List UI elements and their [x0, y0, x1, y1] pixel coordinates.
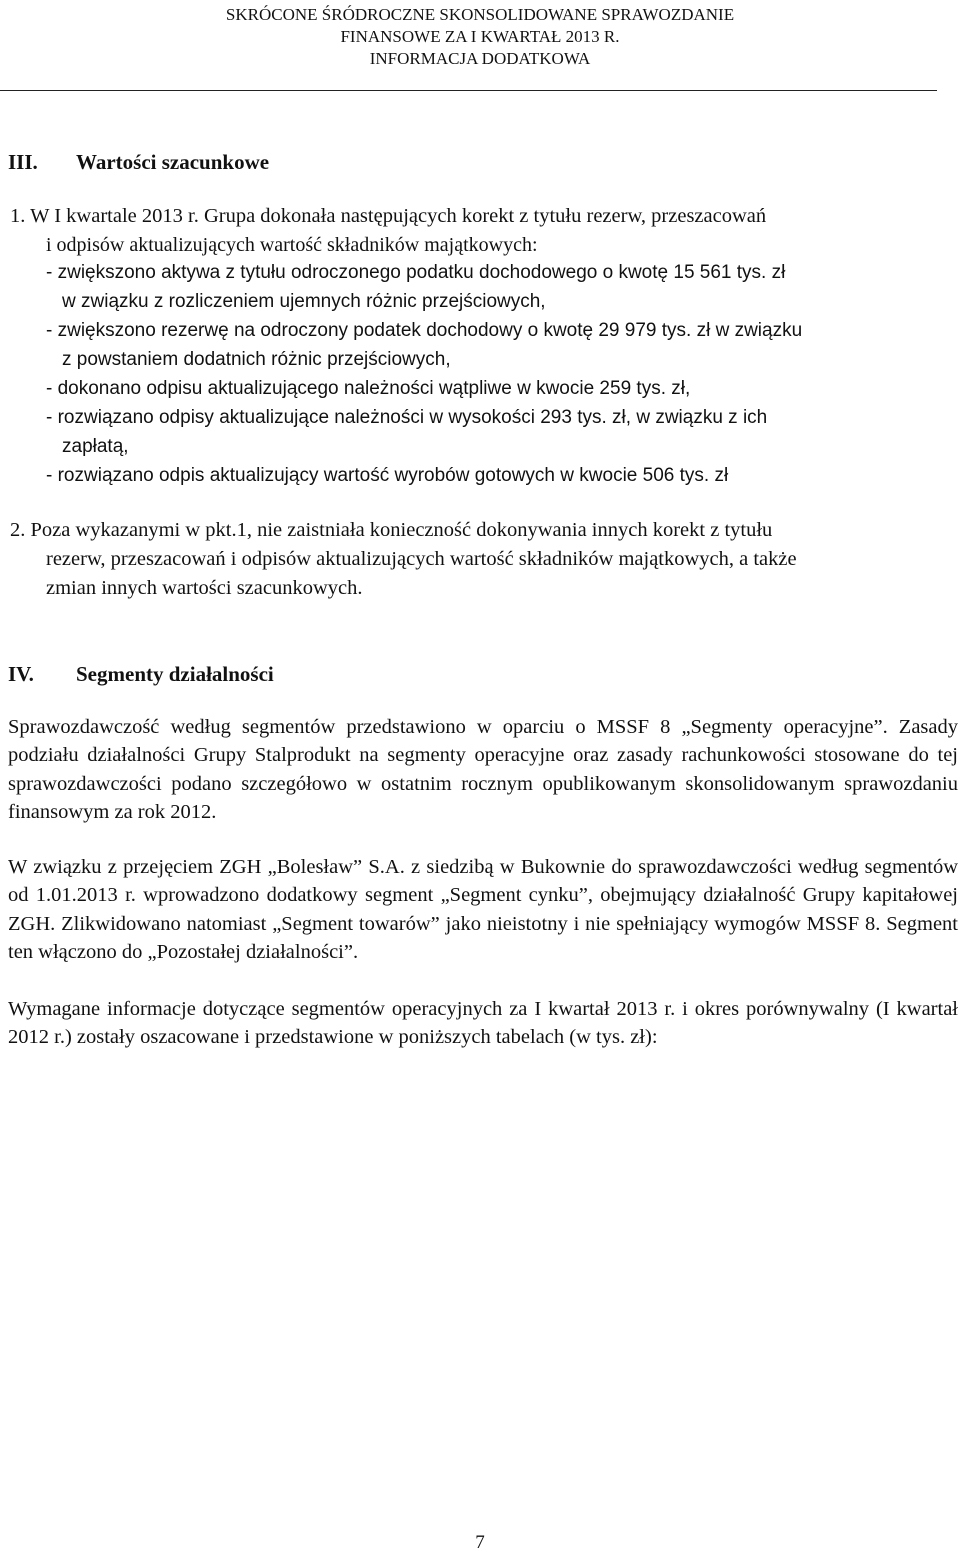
item-1-intro-rest: Grupa dokonała następujących korekt z tytułu rezerw, przeszacowań [198, 205, 767, 227]
header-line-1: SKRÓCONE ŚRÓDROCZNE SKONSOLIDOWANE SPRAWOZDANIE [225, 5, 735, 24]
bullet-1-line-1: - zwiększono aktywa z tytułu odroczonego podatku dochodowego o kwotę 15 561 tys. zł [46, 262, 786, 283]
document-header [120, 4, 840, 70]
bullet-4-line-2: zapłatą, [62, 436, 129, 457]
item-2-line-3: zmian innych wartości szacunkowych. [46, 577, 363, 599]
item-1-intro-line-2: i odpisów aktualizujących wartość składników majątkowych: [46, 234, 538, 256]
section-3-title: Wartości szacunkowe [76, 150, 270, 174]
bullet-2-line-1: - zwiększono rezerwę na odroczony podatek dochodowy o kwotę 29 979 tys. zł w związku [46, 320, 803, 341]
bullet-1-line-2: w związku z rozliczeniem ujemnych różnic przejściowych, [62, 291, 546, 312]
section-3-number: III. [8, 150, 38, 174]
header-line-3: INFORMACJA DODATKOWA [369, 49, 591, 68]
header-divider [0, 90, 937, 91]
page-number: 7 [475, 1532, 485, 1553]
bullet-2-line-2: z powstaniem dodatnich różnic przejściowych, [62, 349, 451, 370]
item-1-intro [10, 202, 766, 230]
section-4-title: Segmenty działalności [76, 662, 274, 686]
segments-paragraph-1: Sprawozdawczość według segmentów przedstawiono w oparciu o MSSF 8 „Segmenty operacyjne”. Zasady podziału działalności Grupy Stalprodukt na segmenty operacyjne oraz zasady rachunkowości stosowane do tej sprawozdawczości podano szczegółowo w ostatnim rocznym opublikowanym skonsolidowanym sprawozdaniu finansowym za rok 2012. [8, 716, 958, 824]
segments-paragraph-2: W związku z przejęciem ZGH „Bolesław” S.A. z siedzibą w Bukownie do sprawozdawczości według segmentów od 1.01.2013 r. wprowadzono dodatkowy segment „Segment cynku”, obejmujący działalność Grupy kapitałowej ZGH. Zlikwidowano natomiast „Segment towarów” jako nieistotny i nie spełniający wymogów MSSF 8. Segment ten włączono do „Pozostałej działalności”. [8, 856, 958, 964]
bullet-5-line-1: - rozwiązano odpis aktualizujący wartość wyrobów gotowych w kwocie 506 tys. zł [46, 465, 729, 486]
item-2-line-1: 2. Poza wykazanymi w pkt.1, nie zaistniała konieczność dokonywania innych korekt z tytułu [10, 519, 773, 541]
section-4-number: IV. [8, 662, 34, 686]
header-line-2: FINANSOWE ZA I KWARTAŁ 2013 R. [340, 27, 620, 46]
section-4-heading [8, 662, 274, 687]
bullet-4-line-1: - rozwiązano odpisy aktualizujące należności w wysokości 293 tys. zł, w związku z ich [46, 407, 768, 428]
segments-paragraph-3: Wymagane informacje dotyczące segmentów operacyjnych za I kwartał 2013 r. i okres porównywalny (I kwartał 2012 r.) zostały oszacowane i przedstawione w poniższych tabelach (w tys. zł): [8, 998, 958, 1049]
section-3-heading [8, 150, 269, 175]
item-1-prefix: 1. W I kwartale 2013 r. [10, 205, 199, 227]
item-2-line-2: rezerw, przeszacowań i odpisów aktualizujących wartość składników majątkowych, a także [46, 548, 797, 570]
bullet-3-line-1: - dokonano odpisu aktualizującego należności wątpliwe w kwocie 259 tys. zł, [46, 378, 691, 399]
